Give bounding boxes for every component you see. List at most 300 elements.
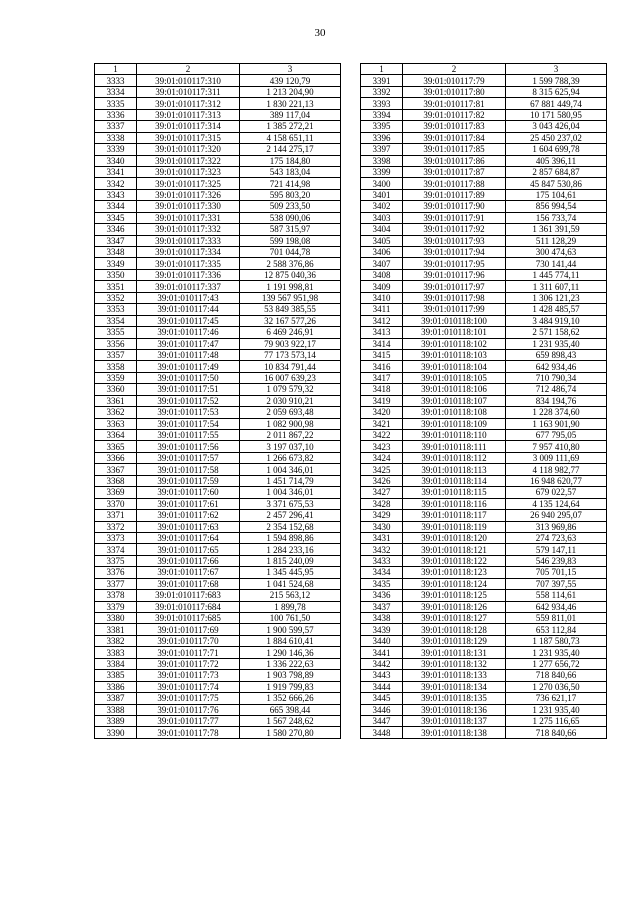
cadastral-number-cell: 39:01:010118:137 [403,715,506,726]
cadastral-number-cell: 39:01:010117:337 [137,281,240,292]
row-number-cell: 3422 [361,430,403,441]
cadastral-number-cell: 39:01:010117:70 [137,635,240,646]
table-row [95,235,341,246]
row-number-cell: 3394 [361,109,403,120]
row-number-cell: 3345 [95,212,137,223]
row-number-cell: 3431 [361,532,403,543]
cadastral-number-cell: 39:01:010117:332 [137,224,240,235]
row-number-cell: 3351 [95,281,137,292]
value-cell: 1 445 774,11 [506,269,607,280]
value-cell: 1 604 699,78 [506,144,607,155]
row-number-cell: 3409 [361,281,403,292]
table-row [95,441,341,452]
table-row [95,132,341,143]
cadastral-number-cell: 39:01:010117:59 [137,475,240,486]
table-row [95,338,341,349]
cadastral-number-cell: 39:01:010118:112 [403,452,506,463]
value-cell: 1 594 898,86 [240,532,341,543]
table-row [361,144,607,155]
table-row [361,441,607,452]
table-body-left [95,64,341,739]
table-row [95,647,341,658]
cadastral-number-cell: 39:01:010118:115 [403,487,506,498]
row-number-cell: 3368 [95,475,137,486]
cadastral-number-cell: 39:01:010118:138 [403,727,506,738]
cadastral-number-cell: 39:01:010117:90 [403,201,506,212]
table-row [95,361,341,372]
row-number-cell: 3448 [361,727,403,738]
table-row [361,98,607,109]
table-row [95,532,341,543]
row-number-cell: 3413 [361,327,403,338]
cadastral-number-cell: 39:01:010118:101 [403,327,506,338]
table-header-row [95,64,341,75]
table-row [95,327,341,338]
table-row [361,178,607,189]
cadastral-number-cell: 39:01:010117:92 [403,224,506,235]
value-cell: 1 266 673,82 [240,452,341,463]
cadastral-number-cell: 39:01:010118:123 [403,567,506,578]
row-number-cell: 3363 [95,418,137,429]
cadastral-number-cell: 39:01:010118:132 [403,658,506,669]
cadastral-number-cell: 39:01:010118:109 [403,418,506,429]
cadastral-number-cell: 39:01:010118:113 [403,464,506,475]
cadastral-number-cell: 39:01:010117:58 [137,464,240,475]
cadastral-number-cell: 39:01:010117:336 [137,269,240,280]
row-number-cell: 3380 [95,613,137,624]
cadastral-number-cell: 39:01:010118:127 [403,613,506,624]
value-cell: 509 233,50 [240,201,341,212]
cadastral-number-cell: 39:01:010117:67 [137,567,240,578]
value-cell: 100 761,50 [240,613,341,624]
table-row [95,624,341,635]
table-row [361,258,607,269]
cadastral-number-cell: 39:01:010118:134 [403,681,506,692]
row-number-cell: 3417 [361,372,403,383]
value-cell: 1 231 935,40 [506,647,607,658]
value-cell: 2 457 296,41 [240,510,341,521]
row-number-cell: 3445 [361,693,403,704]
table-row [95,555,341,566]
table-row [95,578,341,589]
row-number-cell: 3365 [95,441,137,452]
cadastral-number-cell: 39:01:010118:119 [403,521,506,532]
cadastral-number-cell: 39:01:010118:102 [403,338,506,349]
value-cell: 559 811,01 [506,613,607,624]
row-number-cell: 3389 [95,715,137,726]
header-col-1: 1 [95,64,137,75]
row-number-cell: 3353 [95,304,137,315]
table-row [361,727,607,738]
cadastral-number-cell: 39:01:010118:135 [403,693,506,704]
value-cell: 3 009 111,69 [506,452,607,463]
value-cell: 4 118 982,77 [506,464,607,475]
value-cell: 834 194,76 [506,395,607,406]
cadastral-number-cell: 39:01:010117:87 [403,166,506,177]
cadastral-number-cell: 39:01:010118:107 [403,395,506,406]
table-row [361,361,607,372]
header-col-3: 3 [240,64,341,75]
value-cell: 856 994,54 [506,201,607,212]
row-number-cell: 3391 [361,75,403,86]
cadastral-number-cell: 39:01:010118:104 [403,361,506,372]
row-number-cell: 3337 [95,121,137,132]
value-cell: 1 004 346,01 [240,487,341,498]
cadastral-number-cell: 39:01:010117:86 [403,155,506,166]
value-cell: 156 733,74 [506,212,607,223]
table-row [361,658,607,669]
value-cell: 10 171 580,95 [506,109,607,120]
cadastral-number-cell: 39:01:010117:330 [137,201,240,212]
cadastral-number-cell: 39:01:010117:77 [137,715,240,726]
table-row [95,727,341,738]
row-number-cell: 3370 [95,498,137,509]
table-row [95,384,341,395]
cadastral-number-cell: 39:01:010118:105 [403,372,506,383]
value-cell: 1 884 610,41 [240,635,341,646]
cadastral-number-cell: 39:01:010117:68 [137,578,240,589]
cadastral-number-cell: 39:01:010117:684 [137,601,240,612]
table-row [95,315,341,326]
value-cell: 4 158 651,11 [240,132,341,143]
value-cell: 3 197 037,10 [240,441,341,452]
row-number-cell: 3377 [95,578,137,589]
cadastral-number-cell: 39:01:010117:93 [403,235,506,246]
cadastral-number-cell: 39:01:010118:114 [403,475,506,486]
cadastral-number-cell: 39:01:010117:69 [137,624,240,635]
value-cell: 1 311 607,11 [506,281,607,292]
row-number-cell: 3362 [95,407,137,418]
cadastral-number-cell: 39:01:010118:133 [403,670,506,681]
value-cell: 718 840,66 [506,727,607,738]
row-number-cell: 3379 [95,601,137,612]
value-cell: 1 900 599,57 [240,624,341,635]
value-cell: 1 275 116,65 [506,715,607,726]
row-number-cell: 3436 [361,590,403,601]
table-row [95,349,341,360]
row-number-cell: 3397 [361,144,403,155]
cadastral-number-cell: 39:01:010117:88 [403,178,506,189]
cadastral-number-cell: 39:01:010117:99 [403,304,506,315]
table-row [95,704,341,715]
value-cell: 1 270 036,50 [506,681,607,692]
table-row [95,601,341,612]
cadastral-number-cell: 39:01:010117:94 [403,247,506,258]
row-number-cell: 3376 [95,567,137,578]
cadastral-number-cell: 39:01:010118:131 [403,647,506,658]
table-row [361,430,607,441]
table-row [95,430,341,441]
table-row [361,384,607,395]
value-cell: 6 469 246,91 [240,327,341,338]
table-row [361,189,607,200]
table-row [95,75,341,86]
value-cell: 25 450 237,02 [506,132,607,143]
data-table-left [94,63,341,739]
row-number-cell: 3414 [361,338,403,349]
value-cell: 175 184,80 [240,155,341,166]
table-row [95,224,341,235]
row-number-cell: 3421 [361,418,403,429]
value-cell: 642 934,46 [506,601,607,612]
row-number-cell: 3411 [361,304,403,315]
cadastral-number-cell: 39:01:010117:310 [137,75,240,86]
table-row [361,578,607,589]
cadastral-number-cell: 39:01:010117:95 [403,258,506,269]
table-row [95,269,341,280]
value-cell: 1 306 121,23 [506,292,607,303]
table-row [361,521,607,532]
cadastral-number-cell: 39:01:010117:53 [137,407,240,418]
row-number-cell: 3372 [95,521,137,532]
table-row [95,635,341,646]
table-row [95,475,341,486]
cadastral-number-cell: 39:01:010118:129 [403,635,506,646]
table-body-right [361,64,607,739]
row-number-cell: 3418 [361,384,403,395]
row-number-cell: 3339 [95,144,137,155]
table-row [95,258,341,269]
value-cell: 26 940 295,07 [506,510,607,521]
table-row [361,121,607,132]
cadastral-number-cell: 39:01:010117:71 [137,647,240,658]
cadastral-number-cell: 39:01:010117:54 [137,418,240,429]
value-cell: 1 899,78 [240,601,341,612]
value-cell: 1 385 272,21 [240,121,341,132]
table-row [95,452,341,463]
table-row [361,555,607,566]
table-row [95,155,341,166]
row-number-cell: 3388 [95,704,137,715]
cadastral-number-cell: 39:01:010118:108 [403,407,506,418]
value-cell: 2 030 910,21 [240,395,341,406]
value-cell: 679 022,57 [506,487,607,498]
value-cell: 1 277 656,72 [506,658,607,669]
table-row [95,281,341,292]
cadastral-number-cell: 39:01:010118:110 [403,430,506,441]
table-row [361,704,607,715]
row-number-cell: 3443 [361,670,403,681]
row-number-cell: 3419 [361,395,403,406]
value-cell: 1 428 485,57 [506,304,607,315]
table-row [95,658,341,669]
value-cell: 1 082 900,98 [240,418,341,429]
value-cell: 12 875 040,36 [240,269,341,280]
row-number-cell: 3344 [95,201,137,212]
value-cell: 712 486,74 [506,384,607,395]
row-number-cell: 3444 [361,681,403,692]
cadastral-number-cell: 39:01:010117:63 [137,521,240,532]
value-cell: 77 173 573,14 [240,349,341,360]
table-row [361,338,607,349]
row-number-cell: 3395 [361,121,403,132]
value-cell: 511 128,29 [506,235,607,246]
value-cell: 3 371 675,53 [240,498,341,509]
table-row [361,235,607,246]
table-row [361,315,607,326]
row-number-cell: 3426 [361,475,403,486]
table-row [361,715,607,726]
table-row [361,532,607,543]
cadastral-number-cell: 39:01:010117:323 [137,166,240,177]
table-row [361,544,607,555]
row-number-cell: 3334 [95,86,137,97]
table-row [95,693,341,704]
cadastral-number-cell: 39:01:010118:111 [403,441,506,452]
table-row [361,132,607,143]
value-cell: 1 451 714,79 [240,475,341,486]
cadastral-number-cell: 39:01:010117:96 [403,269,506,280]
cadastral-number-cell: 39:01:010117:74 [137,681,240,692]
table-row [95,464,341,475]
cadastral-number-cell: 39:01:010117:50 [137,372,240,383]
table-row [95,544,341,555]
row-number-cell: 3355 [95,327,137,338]
value-cell: 1 599 788,39 [506,75,607,86]
cadastral-number-cell: 39:01:010117:97 [403,281,506,292]
cadastral-number-cell: 39:01:010117:334 [137,247,240,258]
table-row [361,327,607,338]
table-row [361,418,607,429]
row-number-cell: 3378 [95,590,137,601]
value-cell: 707 397,55 [506,578,607,589]
value-cell: 2 354 152,68 [240,521,341,532]
value-cell: 653 112,84 [506,624,607,635]
value-cell: 10 834 791,44 [240,361,341,372]
cadastral-number-cell: 39:01:010117:61 [137,498,240,509]
cadastral-number-cell: 39:01:010118:106 [403,384,506,395]
value-cell: 665 398,44 [240,704,341,715]
table-row [361,224,607,235]
value-cell: 1 345 445,95 [240,567,341,578]
header-col-1: 1 [361,64,403,75]
row-number-cell: 3416 [361,361,403,372]
cadastral-number-cell: 39:01:010117:75 [137,693,240,704]
value-cell: 1 919 799,83 [240,681,341,692]
value-cell: 1 228 374,60 [506,407,607,418]
table-row [95,201,341,212]
row-number-cell: 3342 [95,178,137,189]
table-row [95,109,341,120]
row-number-cell: 3428 [361,498,403,509]
table-row [95,166,341,177]
row-number-cell: 3383 [95,647,137,658]
cadastral-number-cell: 39:01:010118:103 [403,349,506,360]
table-row [95,510,341,521]
cadastral-number-cell: 39:01:010117:79 [403,75,506,86]
row-number-cell: 3386 [95,681,137,692]
cadastral-number-cell: 39:01:010117:48 [137,349,240,360]
row-number-cell: 3359 [95,372,137,383]
header-col-2: 2 [137,64,240,75]
table-row [361,372,607,383]
row-number-cell: 3371 [95,510,137,521]
value-cell: 1 231 935,40 [506,338,607,349]
cadastral-number-cell: 39:01:010117:314 [137,121,240,132]
row-number-cell: 3356 [95,338,137,349]
value-cell: 1 187 580,73 [506,635,607,646]
value-cell: 599 198,08 [240,235,341,246]
table-row [361,613,607,624]
row-number-cell: 3336 [95,109,137,120]
cadastral-number-cell: 39:01:010117:326 [137,189,240,200]
table-row [95,212,341,223]
table-row [95,121,341,132]
table-row [361,510,607,521]
row-number-cell: 3412 [361,315,403,326]
row-number-cell: 3382 [95,635,137,646]
table-row [95,590,341,601]
value-cell: 2 144 275,17 [240,144,341,155]
row-number-cell: 3424 [361,452,403,463]
value-cell: 1 041 524,68 [240,578,341,589]
row-number-cell: 3400 [361,178,403,189]
cadastral-number-cell: 39:01:010118:126 [403,601,506,612]
row-number-cell: 3410 [361,292,403,303]
row-number-cell: 3335 [95,98,137,109]
cadastral-number-cell: 39:01:010117:72 [137,658,240,669]
row-number-cell: 3340 [95,155,137,166]
value-cell: 677 795,05 [506,430,607,441]
row-number-cell: 3437 [361,601,403,612]
row-number-cell: 3349 [95,258,137,269]
cadastral-number-cell: 39:01:010117:335 [137,258,240,269]
value-cell: 730 141,44 [506,258,607,269]
value-cell: 642 934,46 [506,361,607,372]
row-number-cell: 3354 [95,315,137,326]
table-row [361,269,607,280]
row-number-cell: 3393 [361,98,403,109]
table-row [361,624,607,635]
cadastral-number-cell: 39:01:010117:312 [137,98,240,109]
row-number-cell: 3407 [361,258,403,269]
value-cell: 67 881 449,74 [506,98,607,109]
table-row [361,349,607,360]
table-row [361,247,607,258]
cadastral-number-cell: 39:01:010117:78 [137,727,240,738]
row-number-cell: 3338 [95,132,137,143]
value-cell: 736 621,17 [506,693,607,704]
value-cell: 4 135 124,64 [506,498,607,509]
table-row [95,681,341,692]
row-number-cell: 3333 [95,75,137,86]
value-cell: 1 004 346,01 [240,464,341,475]
row-number-cell: 3434 [361,567,403,578]
row-number-cell: 3358 [95,361,137,372]
cadastral-number-cell: 39:01:010117:325 [137,178,240,189]
cadastral-number-cell: 39:01:010117:64 [137,532,240,543]
table-row [95,567,341,578]
value-cell: 1 567 248,62 [240,715,341,726]
value-cell: 2 011 867,22 [240,430,341,441]
row-number-cell: 3420 [361,407,403,418]
row-number-cell: 3381 [95,624,137,635]
table-row [95,521,341,532]
value-cell: 1 352 666,26 [240,693,341,704]
row-number-cell: 3440 [361,635,403,646]
row-number-cell: 3373 [95,532,137,543]
value-cell: 405 396,11 [506,155,607,166]
table-row [361,601,607,612]
value-cell: 215 563,12 [240,590,341,601]
table-row [361,292,607,303]
cadastral-number-cell: 39:01:010117:322 [137,155,240,166]
row-number-cell: 3343 [95,189,137,200]
value-cell: 587 315,97 [240,224,341,235]
value-cell: 595 803,20 [240,189,341,200]
row-number-cell: 3398 [361,155,403,166]
cadastral-number-cell: 39:01:010117:44 [137,304,240,315]
